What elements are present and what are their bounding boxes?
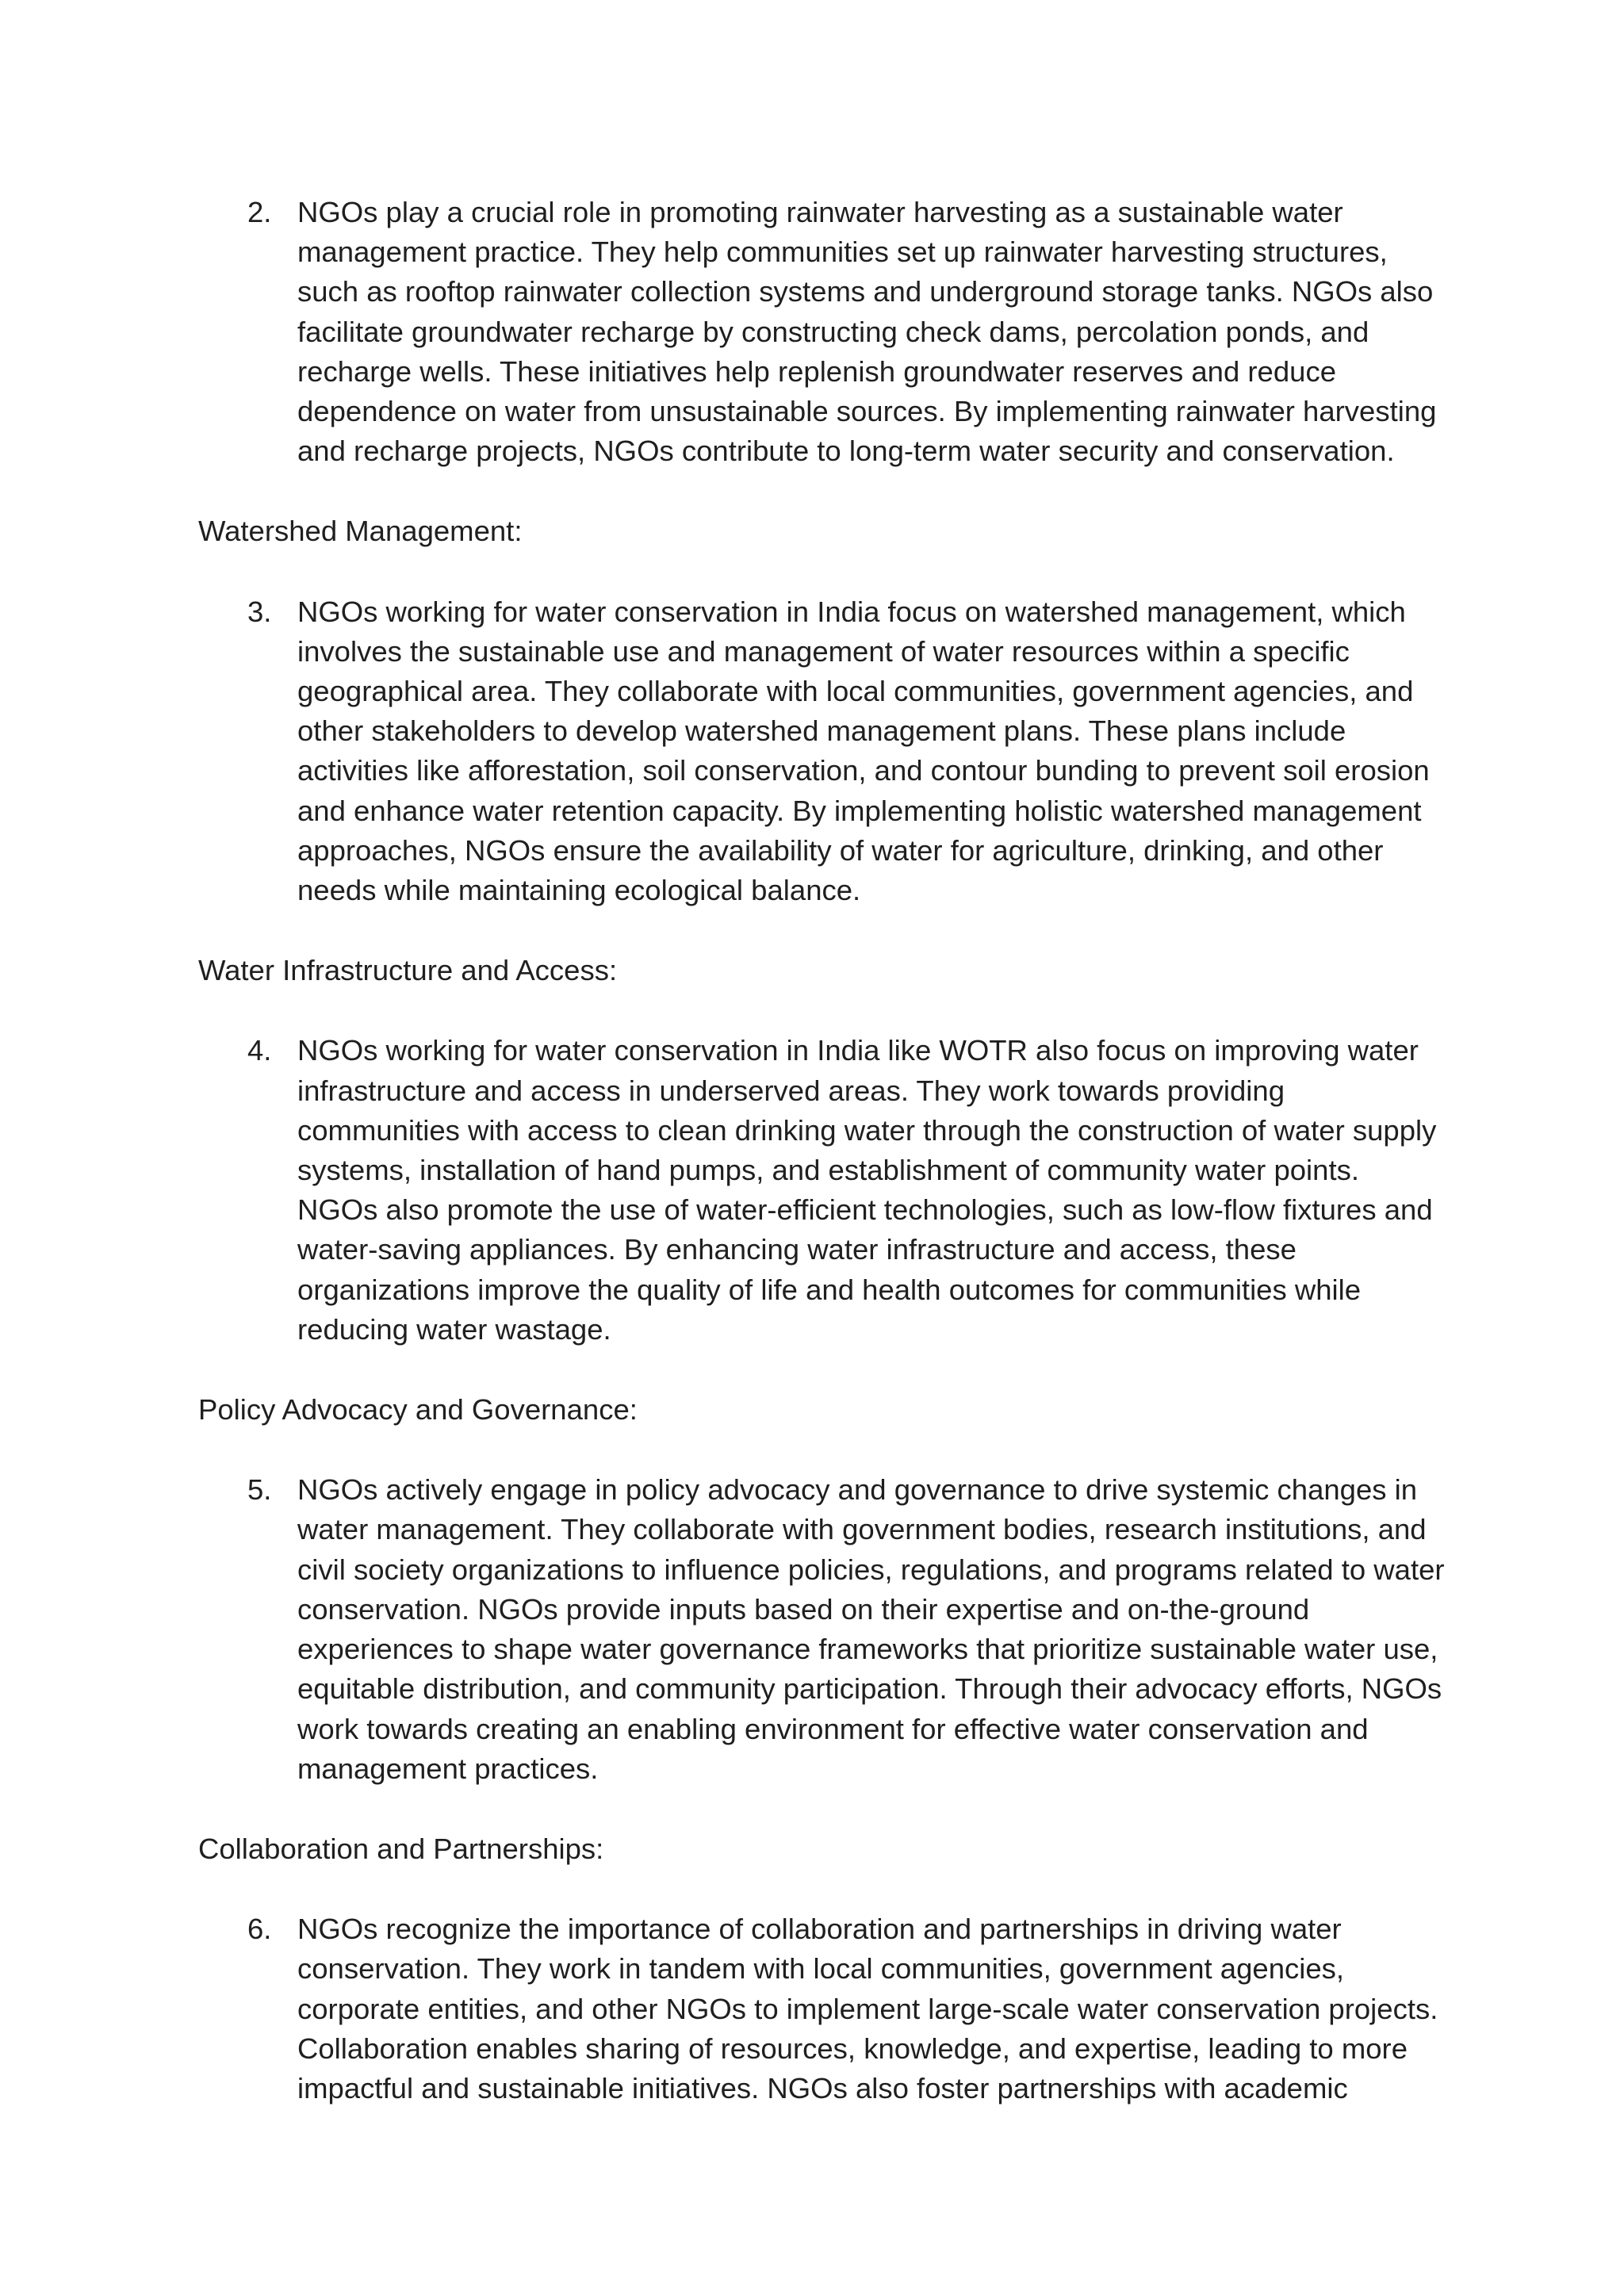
list-text: NGOs working for water conservation in India focus on watershed management, which involves the sustainable use and management of water resources within a specific geographical area. They collaborate with local communities, government agencies, and other stakeholders to develop watershed management plans. These plans include activities like afforestation, soil conservation, and contour bunding to prevent soil erosion and enhance water retention capacity. By implementing holistic watershed management approaches, NGOs ensure the availability of water for agriculture, drinking, and other needs while maintaining ecological balance. (297, 595, 1430, 907)
list-number: 6. (247, 1913, 272, 1946)
list-number: 2. (247, 196, 272, 228)
section-heading-infrastructure: Water Infrastructure and Access: (198, 954, 618, 987)
section-heading-collaboration: Collaboration and Partnerships: (198, 1832, 604, 1865)
list-item-3 (198, 592, 1451, 911)
section-heading-policy: Policy Advocacy and Governance: (198, 1393, 638, 1427)
document-body (198, 193, 1451, 2108)
list-item-6 (198, 1909, 1451, 2108)
list-text: NGOs actively engage in policy advocacy and governance to drive systemic changes in water management. They collaborate with government bodies, research institutions, and civil society organizations to influence policies, regulations, and programs related to water conservation. NGOs provide inputs based on their expertise and on-the-ground experiences to shape water governance frameworks that prioritize sustainable water use, equitable distribution, and community participation. Through their advocacy efforts, NGOs work towards creating an enabling environment for effective water conservation and management practices. (297, 1473, 1445, 1785)
list-number: 4. (247, 1034, 272, 1067)
list-item-2 (198, 193, 1451, 471)
list-number: 5. (247, 1473, 272, 1507)
section-heading-watershed: Watershed Management: (198, 515, 523, 548)
list-number: 3. (247, 595, 272, 628)
list-item-5 (198, 1470, 1451, 1789)
list-text: NGOs play a crucial role in promoting rainwater harvesting as a sustainable water management practice. They help communities set up rainwater harvesting structures, such as rooftop rainwater collection systems and underground storage tanks. NGOs also facilitate groundwater recharge by constructing check dams, percolation ponds, and recharge wells. These initiatives help replenish groundwater reserves and reduce dependence on water from unsustainable sources. By implementing rainwater harvesting and recharge projects, NGOs contribute to long-term water security and conservation. (297, 196, 1437, 468)
list-item-4 (198, 1031, 1451, 1350)
list-text: NGOs recognize the importance of collaboration and partnerships in driving water conservation. They work in tandem with local communities, government agencies, corporate entities, and other NGOs to implement large-scale water conservation projects. Collaboration enables sharing of resources, knowledge, and expertise, leading to more impactful and sustainable initiatives. NGOs also foster partnerships with academic (297, 1913, 1438, 2104)
list-text: NGOs working for water conservation in India like WOTR also focus on improving water infrastructure and access in underserved areas. They work towards providing communities with access to clean drinking water through the construction of water supply systems, installation of hand pumps, and establishment of community water points. NGOs also promote the use of water-efficient technologies, such as low-flow fixtures and water-saving appliances. By enhancing water infrastructure and access, these organizations improve the quality of life and health outcomes for communities while reducing water wastage. (297, 1034, 1437, 1346)
